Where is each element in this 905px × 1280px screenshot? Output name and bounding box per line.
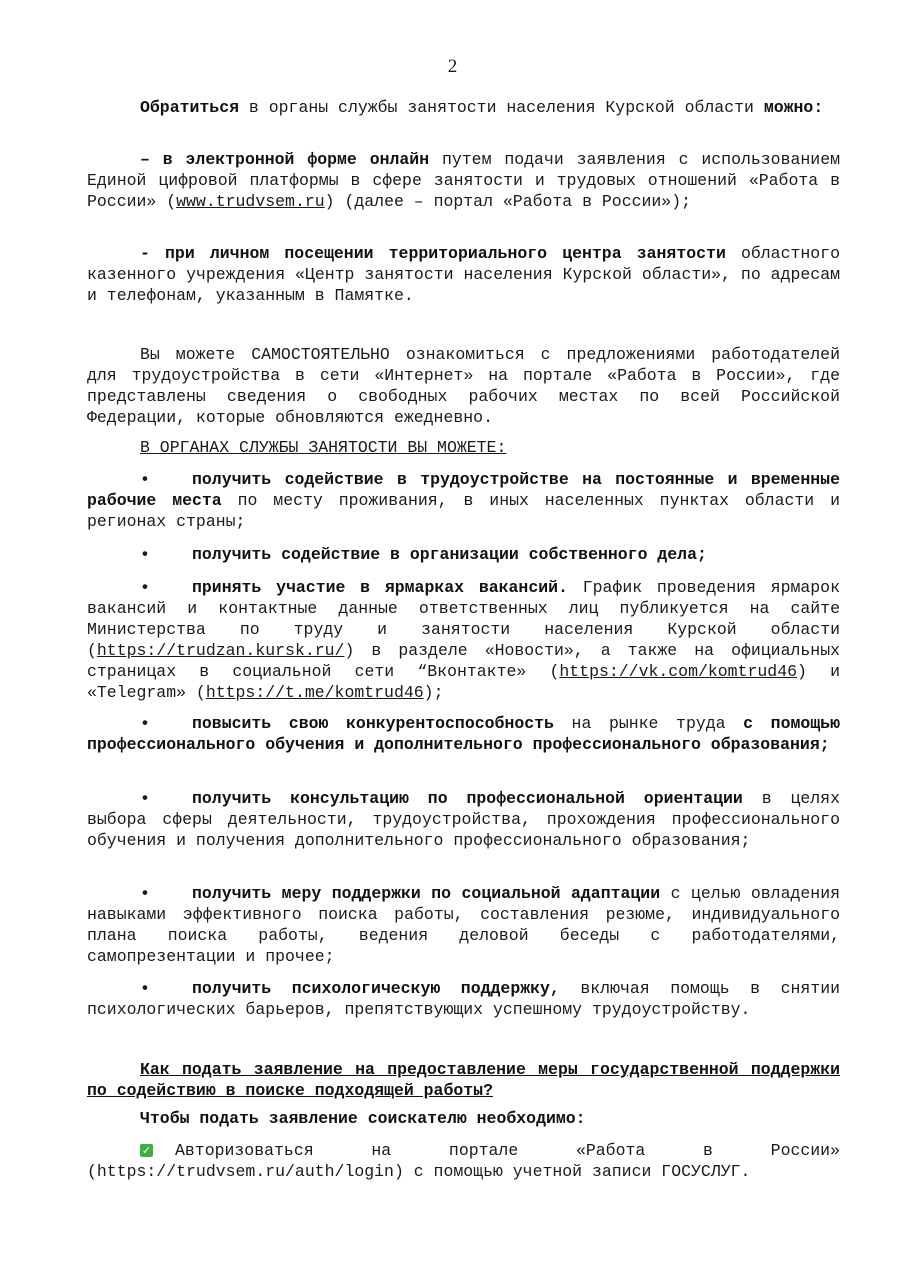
bullet-icon: • [140,545,150,564]
bullet-adaptation: • получить меру поддержки по социальной адаптации с целью овладения навыками эффективного поиска работы, составления резюме, индивидуального плана поиска работы, ведения деловой беседы с работодателями, самопрезентации и прочее; [87,884,840,966]
paragraph-visit: - при личном посещении территориального центра занятости областного казенного учреждения «Центр занятости населения Курской области», по адресам и телефонам, указанным в Памятке. [87,244,840,305]
paragraph-self: Вы можете САМОСТОЯТЕЛЬНО ознакомиться с предложениями работодателей для трудоустройства в сети «Интернет» на портале «Работа в России», где представлены сведения о свободных рабочих местах по всей Российской Федерации, которые обновляются ежедневно. [87,345,840,427]
bullet-business: • получить содействие в организации собственного дела; [140,545,707,564]
bullet-orientation: • получить консультацию по профессиональной ориентации в целях выбора сферы деятельности, трудоустройства, прохождения профессионального обучения и получения дополнительного профессионального образования; [87,789,840,850]
heading-requirements: Чтобы подать заявление соискателю необходимо: [140,1109,586,1128]
page-number: 2 [447,56,458,77]
step-authorize: ✓ Авторизоваться на портале «Работа в России» (https://trudvsem.ru/auth/login) с помощью учетной записи ГОСУСЛУГ. [87,1141,840,1181]
bullet-fairs: • принять участие в ярмарках вакансий. График проведения ярмарок вакансий и контактные данные ответственных лиц публикуется на сайте Министерства по труду и занятости населения Курской области (https://trudzan.kursk.ru/) в разделе «Новости», а также на официальных страницах в социальной сети “Вконтакте» (https://vk.com/komtrud46) и «Telegram» (https://t.me/komtrud46); [87,578,840,702]
bullet-icon: • [140,714,150,733]
telegram-link[interactable]: https://t.me/komtrud46 [205,683,424,702]
heading-how-to-apply: Как подать заявление на предоставление меры государственной поддержки по содействию в поиске подходящей работы? [87,1060,840,1100]
bullet-competitiveness: • повысить свою конкурентоспособность на рынке труда с помощью профессионального обучения и дополнительного профессионального образования; [87,714,840,754]
bullet-icon: • [140,884,150,903]
trudvsem-link[interactable]: www.trudvsem.ru [176,192,325,211]
paragraph-contact: Обратиться в органы службы занятости населения Курской области можно: [140,98,824,117]
bullet-icon: • [140,470,150,489]
bullet-icon: • [140,979,150,998]
bullet-icon: • [140,789,150,808]
paragraph-online: – в электронной форме онлайн путем подачи заявления с использованием Единой цифровой платформы в сфере занятости и трудовых отношений «Работа в России» (www.trudvsem.ru) (далее – портал «Работа в России»); [87,150,840,211]
trudzan-link[interactable]: https://trudzan.kursk.ru/ [96,641,345,660]
section-heading-services: В ОРГАНАХ СЛУЖБЫ ЗАНЯТОСТИ ВЫ МОЖЕТЕ: [140,438,507,457]
vk-link[interactable]: https://vk.com/komtrud46 [559,662,797,681]
checkmark-icon: ✓ [141,1144,152,1157]
bullet-psychological: • получить психологическую поддержку, включая помощь в снятии психологических барьеров, препятствующих успешному трудоустройству. [87,979,840,1019]
bullet-icon: • [140,578,150,597]
bullet-employment: • получить содействие в трудоустройстве на постоянные и временные рабочие места по месту проживания, в иных населенных пунктах области и регионах страны; [87,470,840,531]
